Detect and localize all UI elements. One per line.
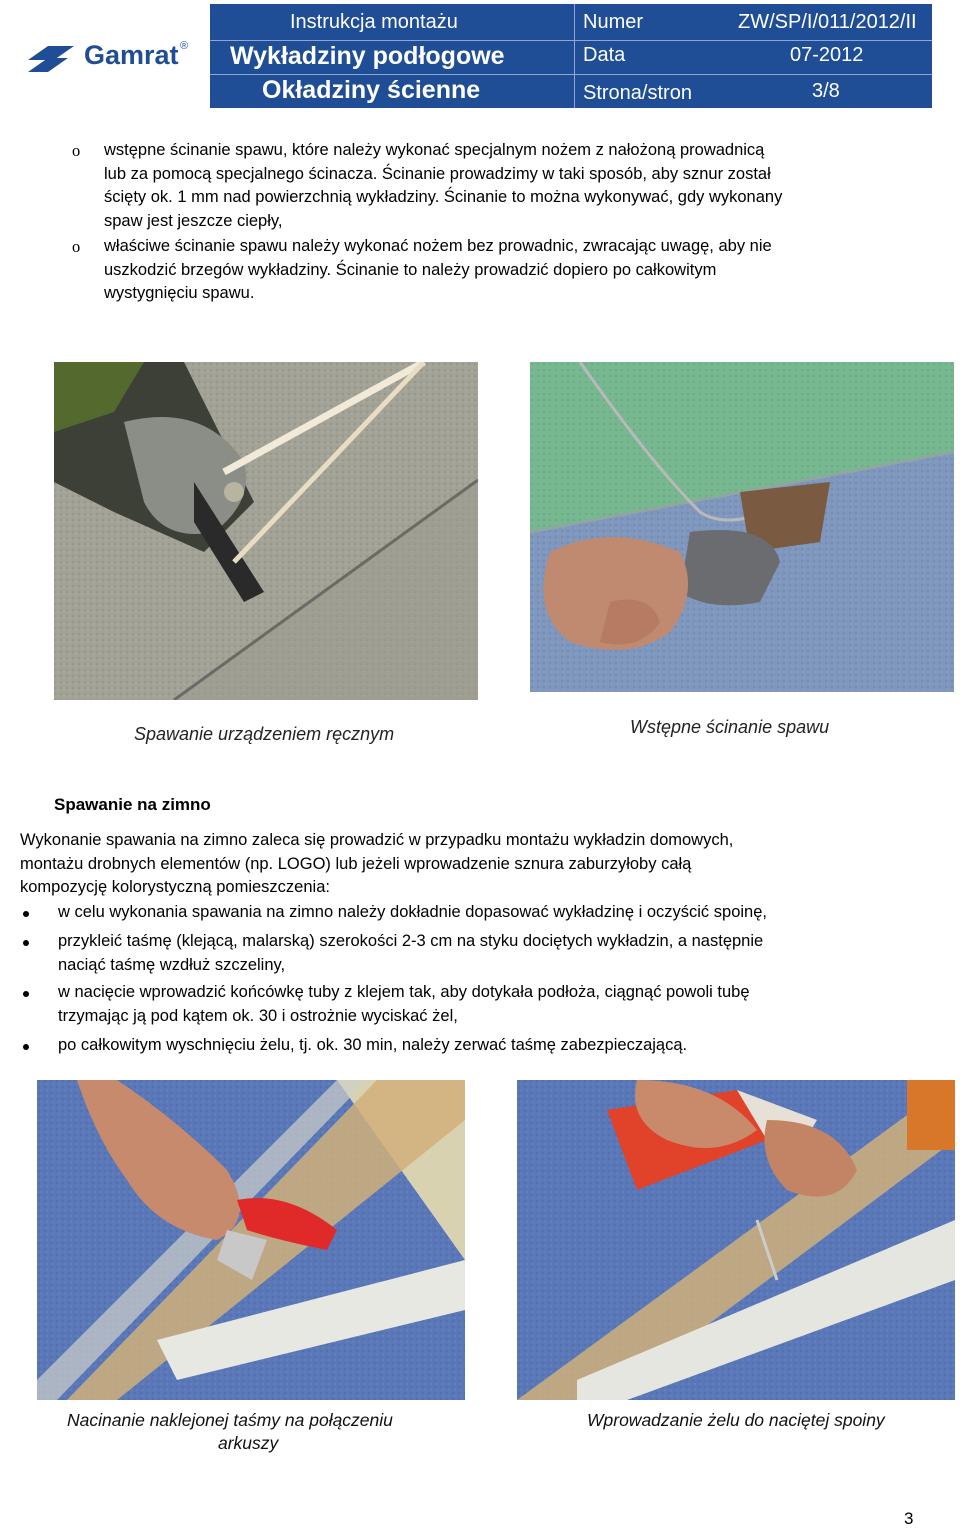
photo-cutting-tape xyxy=(37,1080,465,1400)
numer-value: ZW/SP/I/011/2012/II xyxy=(738,11,917,33)
text-line: wstępne ścinanie spawu, które należy wykonać specjalnym nożem z nałożoną prowadnicą xyxy=(104,141,765,159)
title-line2: Okładziny ścienne xyxy=(262,76,481,104)
text-line: kompozycję kolorystyczną pomieszczenia: xyxy=(20,878,330,896)
list-item xyxy=(58,901,918,925)
caption-cutting-tape-line2: arkuszy xyxy=(218,1433,279,1453)
brand-registered-mark: ® xyxy=(180,40,189,52)
data-value: 07-2012 xyxy=(790,44,864,66)
text-line: wystygnięciu spawu. xyxy=(104,284,255,302)
caption-applying-gel: Wprowadzanie żelu do naciętej spoiny xyxy=(587,1410,885,1430)
list-item xyxy=(58,1034,918,1058)
bullet-dot xyxy=(23,1044,29,1050)
bullet-dot xyxy=(23,991,29,997)
text-line: Wykonanie spawania na zimno zaleca się prowadzić w przypadku montażu wykładzin domowych, xyxy=(20,831,734,849)
caption-hand-welding: Spawanie urządzeniem ręcznym xyxy=(134,724,395,744)
strona-value: 3/8 xyxy=(812,80,840,102)
text-line: naciąć taśmę wzdłuż szczeliny, xyxy=(58,955,286,974)
list-item xyxy=(58,930,918,977)
section-paragraph xyxy=(20,829,918,900)
list-item xyxy=(104,139,918,233)
text-line: po całkowitym wyschnięciu żelu, tj. ok. 30 min, należy zerwać taśmę zabezpieczającą. xyxy=(58,1036,688,1054)
text-line: w celu wykonania spawania na zimno należy dokładnie dopasować wykładzinę i oczyścić spoinę, xyxy=(58,903,767,921)
text-line: montażu drobnych elementów (np. LOGO) lub jeżeli wprowadzenie sznura zaburzyłoby całą xyxy=(20,854,692,873)
photo-hand-welding xyxy=(54,362,478,700)
list-bullet: o xyxy=(72,141,81,160)
doc-type: Instrukcja montażu xyxy=(290,11,458,33)
text-line: spaw jest jeszcze ciepły, xyxy=(104,211,283,230)
brand-name: Gamrat xyxy=(84,40,179,70)
bullet-dot xyxy=(23,911,29,917)
photo-applying-gel xyxy=(517,1080,955,1400)
data-label: Data xyxy=(583,44,626,66)
header-divider xyxy=(574,4,575,108)
document-header xyxy=(4,4,932,108)
caption-cutting-tape-line1: Nacinanie naklejonej taśmy na połączeniu xyxy=(67,1410,393,1430)
header-divider xyxy=(210,74,932,75)
logo-area xyxy=(4,4,210,108)
text-line: przykleić taśmę (klejącą, malarską) szerokości 2-3 cm na styku dociętych wykładzin, a następnie xyxy=(58,932,764,950)
strona-label: Strona/stron xyxy=(583,82,692,104)
header-divider xyxy=(210,40,932,41)
list-item xyxy=(58,981,918,1028)
text-line: uszkodzić brzegów wykładziny. Ścinanie to należy prowadzić dopiero po całkowitym xyxy=(104,260,717,279)
gamrat-logo-icon xyxy=(28,44,74,74)
section-heading: Spawanie na zimno xyxy=(54,795,211,814)
numer-label: Numer xyxy=(583,11,644,33)
list-item xyxy=(104,235,918,306)
page-number: 3 xyxy=(904,1509,914,1528)
text-line: w nacięcie wprowadzić końcówkę tuby z klejem tak, aby dotykała podłoża, ciągnąć powoli tubę xyxy=(58,983,750,1001)
text-line: ścięty ok. 1 mm nad powierzchnią wykładziny. Ścinanie to można wykonywać, gdy wykonany xyxy=(104,188,783,206)
list-bullet: o xyxy=(72,237,81,256)
caption-pre-trimming: Wstępne ścinanie spawu xyxy=(630,717,830,737)
text-line: trzymając ją pod kątem ok. 30 i ostrożnie wyciskać żel, xyxy=(58,1006,458,1025)
photo-pre-trimming xyxy=(530,362,954,692)
text-line: lub za pomocą specjalnego ścinacza. Ścinanie prowadzimy w taki sposób, aby sznur został xyxy=(104,164,771,183)
bullet-dot xyxy=(23,940,29,946)
text-line: właściwe ścinanie spawu należy wykonać nożem bez prowadnic, zwracając uwagę, aby nie xyxy=(104,237,772,255)
title-line1: Wykładziny podłogowe xyxy=(230,42,505,70)
